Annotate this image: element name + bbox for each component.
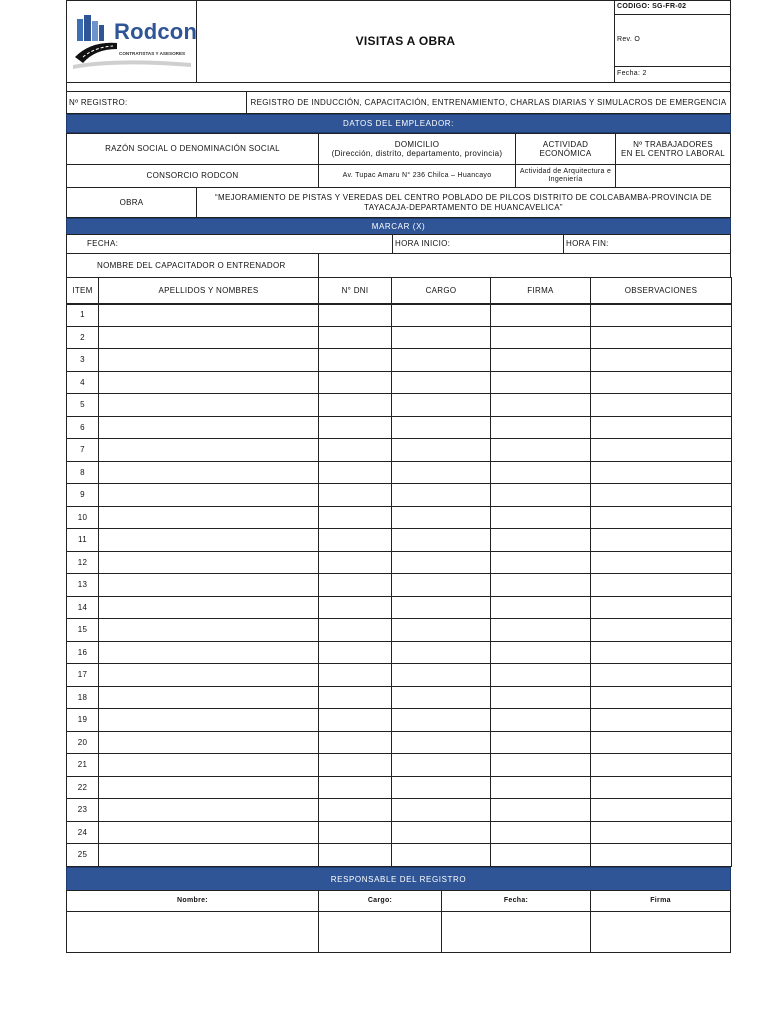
row-apellidos-input[interactable]	[98, 506, 319, 530]
col-trabajadores	[615, 133, 731, 165]
row-observaciones-input[interactable]	[590, 326, 732, 350]
responsable-nombre-input[interactable]	[66, 911, 319, 953]
hora-inicio-field[interactable]: HORA INICIO:	[392, 234, 564, 254]
row-dni-input[interactable]	[318, 416, 392, 440]
row-firma-input[interactable]	[490, 573, 591, 597]
col-domicilio-line2: (Dirección, distrito, departamento, provincia)	[331, 149, 503, 158]
row-observaciones-input[interactable]	[590, 371, 732, 395]
row-dni-input[interactable]	[318, 663, 392, 687]
row-cargo-input[interactable]	[391, 461, 491, 485]
row-firma-input[interactable]	[490, 663, 591, 687]
row-item-number: 10	[66, 506, 99, 530]
row-firma-input[interactable]	[490, 348, 591, 372]
row-observaciones-input[interactable]	[590, 663, 732, 687]
row-dni-input[interactable]	[318, 573, 392, 597]
row-item-number: 3	[66, 348, 99, 372]
row-dni-input[interactable]	[318, 708, 392, 732]
row-cargo-input[interactable]	[391, 753, 491, 777]
row-firma-input[interactable]	[490, 551, 591, 575]
row-dni-input[interactable]	[318, 753, 392, 777]
row-apellidos-input[interactable]	[98, 596, 319, 620]
row-item-number: 7	[66, 438, 99, 462]
row-observaciones-input[interactable]	[590, 776, 732, 800]
row-dni-input[interactable]	[318, 393, 392, 417]
header-item: ITEM	[66, 277, 99, 305]
row-firma-input[interactable]	[490, 528, 591, 552]
row-observaciones-input[interactable]	[590, 393, 732, 417]
row-apellidos-input[interactable]	[98, 776, 319, 800]
row-observaciones-input[interactable]	[590, 686, 732, 710]
row-observaciones-input[interactable]	[590, 438, 732, 462]
row-apellidos-input[interactable]	[98, 303, 319, 327]
row-firma-input[interactable]	[490, 686, 591, 710]
row-observaciones-input[interactable]	[590, 596, 732, 620]
registro-description: REGISTRO DE INDUCCIÓN, CAPACITACIÓN, ENTRENAMIENTO, CHARLAS DIARIAS Y SIMULACROS DE EMERGENCIA	[246, 91, 731, 114]
row-item-number: 24	[66, 821, 99, 845]
row-dni-input[interactable]	[318, 798, 392, 822]
row-cargo-input[interactable]	[391, 596, 491, 620]
header-observaciones: OBSERVACIONES	[590, 277, 732, 305]
row-cargo-input[interactable]	[391, 483, 491, 507]
row-item-number: 1	[66, 303, 99, 327]
row-apellidos-input[interactable]	[98, 731, 319, 755]
row-cargo-input[interactable]	[391, 708, 491, 732]
row-firma-input[interactable]	[490, 708, 591, 732]
obra-label: OBRA	[66, 187, 197, 218]
empleador-band: DATOS DEL EMPLEADOR:	[66, 114, 731, 133]
header-dni: N° DNI	[318, 277, 392, 305]
row-cargo-input[interactable]	[391, 663, 491, 687]
row-cargo-input[interactable]	[391, 821, 491, 845]
row-item-number: 2	[66, 326, 99, 350]
row-observaciones-input[interactable]	[590, 461, 732, 485]
header-apellidos-nombres: APELLIDOS Y NOMBRES	[98, 277, 319, 305]
row-cargo-input[interactable]	[391, 416, 491, 440]
row-firma-input[interactable]	[490, 393, 591, 417]
marcar-band: MARCAR (X)	[66, 218, 731, 235]
row-firma-input[interactable]	[490, 843, 591, 867]
row-apellidos-input[interactable]	[98, 551, 319, 575]
row-observaciones-input[interactable]	[590, 843, 732, 867]
row-firma-input[interactable]	[490, 371, 591, 395]
header-cargo: CARGO	[391, 277, 491, 305]
row-item-number: 19	[66, 708, 99, 732]
col-domicilio-line1: DOMICILIO	[394, 139, 440, 149]
col-razon-social: RAZÓN SOCIAL O DENOMINACIÓN SOCIAL	[66, 133, 319, 165]
row-apellidos-input[interactable]	[98, 708, 319, 732]
header-firma: FIRMA	[490, 277, 591, 305]
row-cargo-input[interactable]	[391, 843, 491, 867]
row-firma-input[interactable]	[490, 641, 591, 665]
registro-label: Nº REGISTRO:	[66, 91, 247, 114]
row-item-number: 22	[66, 776, 99, 800]
row-apellidos-input[interactable]	[98, 348, 319, 372]
brand-name: Rodcon	[114, 19, 198, 44]
fecha-field[interactable]: FECHA:	[66, 234, 393, 254]
row-cargo-input[interactable]	[391, 641, 491, 665]
row-cargo-input[interactable]	[391, 348, 491, 372]
row-cargo-input[interactable]	[391, 731, 491, 755]
domicilio-value[interactable]: Av. Tupac Amaru N° 236 Chilca – Huancayo	[318, 164, 516, 188]
row-apellidos-input[interactable]	[98, 821, 319, 845]
row-observaciones-input[interactable]	[590, 573, 732, 597]
logo-cell	[66, 0, 197, 83]
row-dni-input[interactable]	[318, 483, 392, 507]
row-observaciones-input[interactable]	[590, 641, 732, 665]
row-observaciones-input[interactable]	[590, 731, 732, 755]
row-item-number: 15	[66, 618, 99, 642]
row-dni-input[interactable]	[318, 528, 392, 552]
row-observaciones-input[interactable]	[590, 348, 732, 372]
razon-social-value[interactable]: CONSORCIO RODCON	[66, 164, 319, 188]
row-apellidos-input[interactable]	[98, 483, 319, 507]
row-item-number: 20	[66, 731, 99, 755]
col-trabajadores-line2: EN EL CENTRO LABORAL	[621, 149, 725, 158]
row-dni-input[interactable]	[318, 641, 392, 665]
responsable-firma-input[interactable]	[590, 911, 731, 953]
row-dni-input[interactable]	[318, 686, 392, 710]
row-item-number: 6	[66, 416, 99, 440]
responsable-fecha-label: Fecha:	[441, 890, 591, 912]
row-dni-input[interactable]	[318, 371, 392, 395]
row-observaciones-input[interactable]	[590, 708, 732, 732]
row-firma-input[interactable]	[490, 326, 591, 350]
row-cargo-input[interactable]	[391, 393, 491, 417]
row-firma-input[interactable]	[490, 821, 591, 845]
row-firma-input[interactable]	[490, 461, 591, 485]
row-item-number: 17	[66, 663, 99, 687]
row-item-number: 11	[66, 528, 99, 552]
obra-value[interactable]: “MEJORAMIENTO DE PISTAS Y VEREDAS DEL CENTRO POBLADO DE PILCOS DISTRITO DE COLCABAMBA-PROVINCIA DE TAYACAJA-DEPARTAMENTO DE HUANCAVELICA”	[196, 187, 731, 218]
capacitador-label: NOMBRE DEL CAPACITADOR O ENTRENADOR	[66, 253, 319, 278]
row-cargo-input[interactable]	[391, 551, 491, 575]
row-firma-input[interactable]	[490, 753, 591, 777]
row-cargo-input[interactable]	[391, 506, 491, 530]
col-actividad-line2: ECONÓMICA	[539, 149, 592, 158]
row-observaciones-input[interactable]	[590, 483, 732, 507]
row-observaciones-input[interactable]	[590, 753, 732, 777]
responsable-cargo-input[interactable]	[318, 911, 442, 953]
row-apellidos-input[interactable]	[98, 663, 319, 687]
header-fecha-label: Fecha: 2	[614, 66, 731, 83]
row-item-number: 16	[66, 641, 99, 665]
row-dni-input[interactable]	[318, 551, 392, 575]
row-apellidos-input[interactable]	[98, 686, 319, 710]
row-dni-input[interactable]	[318, 348, 392, 372]
row-dni-input[interactable]	[318, 461, 392, 485]
row-dni-input[interactable]	[318, 843, 392, 867]
row-item-number: 9	[66, 483, 99, 507]
revision-label: Rev. O	[614, 14, 731, 67]
row-item-number: 5	[66, 393, 99, 417]
row-item-number: 21	[66, 753, 99, 777]
row-apellidos-input[interactable]	[98, 753, 319, 777]
col-actividad	[515, 133, 616, 165]
page-title: VISITAS A OBRA	[196, 0, 615, 83]
row-cargo-input[interactable]	[391, 798, 491, 822]
row-item-number: 14	[66, 596, 99, 620]
row-dni-input[interactable]	[318, 506, 392, 530]
row-item-number: 4	[66, 371, 99, 395]
row-observaciones-input[interactable]	[590, 618, 732, 642]
responsable-band: RESPONSABLE DEL REGISTRO	[66, 867, 731, 891]
brand-tagline: CONTRATISTAS Y ASESORES	[119, 51, 186, 56]
capacitador-input[interactable]	[318, 253, 731, 278]
row-apellidos-input[interactable]	[98, 326, 319, 350]
row-observaciones-input[interactable]	[590, 303, 732, 327]
row-firma-input[interactable]	[490, 618, 591, 642]
row-cargo-input[interactable]	[391, 618, 491, 642]
row-firma-input[interactable]	[490, 776, 591, 800]
row-cargo-input[interactable]	[391, 776, 491, 800]
row-apellidos-input[interactable]	[98, 798, 319, 822]
row-apellidos-input[interactable]	[98, 393, 319, 417]
row-observaciones-input[interactable]	[590, 798, 732, 822]
row-observaciones-input[interactable]	[590, 506, 732, 530]
actividad-value[interactable]: Actividad de Arquitectura e Ingeniería	[515, 164, 616, 188]
row-apellidos-input[interactable]	[98, 618, 319, 642]
row-firma-input[interactable]	[490, 798, 591, 822]
row-firma-input[interactable]	[490, 731, 591, 755]
row-dni-input[interactable]	[318, 821, 392, 845]
row-dni-input[interactable]	[318, 596, 392, 620]
row-item-number: 12	[66, 551, 99, 575]
col-actividad-line1: ACTIVIDAD	[542, 139, 589, 149]
row-apellidos-input[interactable]	[98, 371, 319, 395]
trabajadores-value[interactable]	[615, 164, 731, 188]
row-firma-input[interactable]	[490, 438, 591, 462]
row-cargo-input[interactable]	[391, 303, 491, 327]
row-observaciones-input[interactable]	[590, 416, 732, 440]
row-cargo-input[interactable]	[391, 371, 491, 395]
row-firma-input[interactable]	[490, 303, 591, 327]
hora-fin-field[interactable]: HORA FIN:	[563, 234, 731, 254]
row-dni-input[interactable]	[318, 776, 392, 800]
row-dni-input[interactable]	[318, 438, 392, 462]
responsable-firma-label: Firma	[590, 890, 731, 912]
row-apellidos-input[interactable]	[98, 843, 319, 867]
row-item-number: 23	[66, 798, 99, 822]
row-item-number: 13	[66, 573, 99, 597]
row-item-number: 25	[66, 843, 99, 867]
row-firma-input[interactable]	[490, 416, 591, 440]
row-cargo-input[interactable]	[391, 528, 491, 552]
responsable-fecha-input[interactable]	[441, 911, 591, 953]
row-cargo-input[interactable]	[391, 326, 491, 350]
row-apellidos-input[interactable]	[98, 641, 319, 665]
row-apellidos-input[interactable]	[98, 573, 319, 597]
row-dni-input[interactable]	[318, 326, 392, 350]
responsable-nombre-label: Nombre:	[66, 890, 319, 912]
row-cargo-input[interactable]	[391, 573, 491, 597]
codigo-label: CODIGO: SG-FR-02	[614, 0, 731, 15]
row-firma-input[interactable]	[490, 483, 591, 507]
row-firma-input[interactable]	[490, 506, 591, 530]
row-firma-input[interactable]	[490, 596, 591, 620]
row-dni-input[interactable]	[318, 303, 392, 327]
row-item-number: 18	[66, 686, 99, 710]
row-observaciones-input[interactable]	[590, 551, 732, 575]
row-apellidos-input[interactable]	[98, 461, 319, 485]
row-apellidos-input[interactable]	[98, 438, 319, 462]
row-dni-input[interactable]	[318, 618, 392, 642]
col-trabajadores-line1: Nº TRABAJADORES	[633, 139, 713, 149]
responsable-cargo-label: Cargo:	[318, 890, 442, 912]
row-dni-input[interactable]	[318, 731, 392, 755]
row-cargo-input[interactable]	[391, 686, 491, 710]
row-item-number: 8	[66, 461, 99, 485]
row-apellidos-input[interactable]	[98, 416, 319, 440]
row-apellidos-input[interactable]	[98, 528, 319, 552]
row-cargo-input[interactable]	[391, 438, 491, 462]
row-observaciones-input[interactable]	[590, 821, 732, 845]
col-domicilio	[318, 133, 516, 165]
row-observaciones-input[interactable]	[590, 528, 732, 552]
